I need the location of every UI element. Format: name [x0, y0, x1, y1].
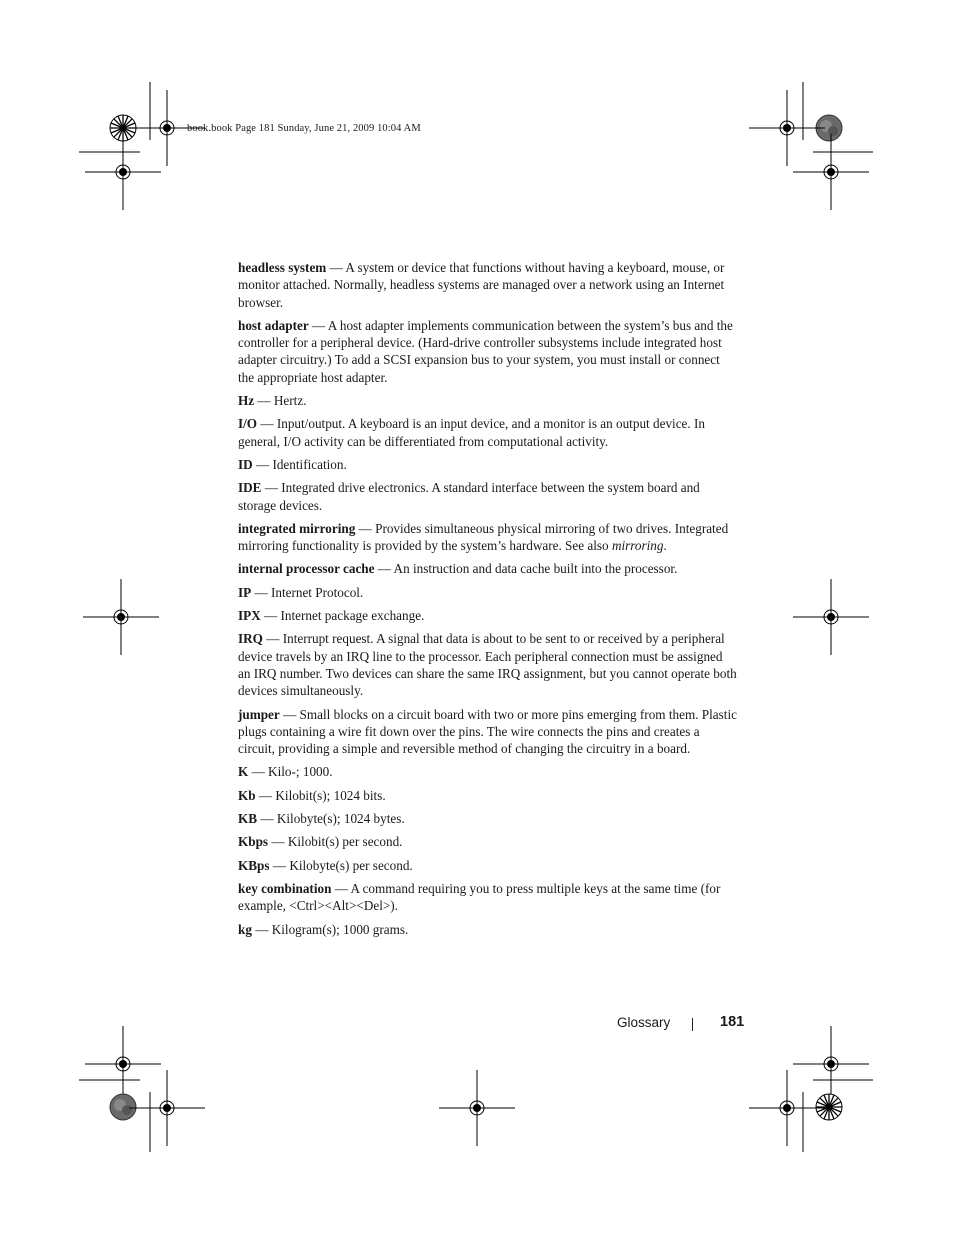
glossary-entry [238, 392, 738, 409]
footer-divider [692, 1018, 693, 1031]
glossary-entries [238, 259, 738, 944]
glossary-definition: — Internet package exchange. [260, 608, 425, 624]
glossary-term: KB [238, 811, 258, 827]
glossary-term: host adapter [238, 317, 309, 333]
glossary-definition: — A system or device that functions without having a keyboard, mouse, or monitor attached. Normally, headless systems are managed over a network using an Internet browser. [238, 260, 725, 310]
glossary-term: IRQ [238, 631, 263, 647]
glossary-entry [238, 479, 738, 514]
glossary-definition: — Hertz. [254, 393, 307, 409]
glossary-term: IPX [238, 608, 261, 624]
glossary-term: headless system [238, 260, 327, 275]
glossary-term: IDE [238, 480, 262, 496]
glossary-term: key combination [238, 880, 332, 896]
glossary-definition: — Kilobit(s); 1024 bits. [255, 787, 386, 803]
glossary-definition: — Integrated drive electronics. A standard interface between the system board and storage devices. [238, 480, 700, 513]
glossary-definition: — A command requiring you to press multiple keys at the same time (for example, <Ctrl><Alt><Del>). [238, 880, 721, 914]
glossary-term: integrated mirroring [238, 520, 356, 536]
glossary-entry [238, 317, 738, 386]
glossary-term: Kb [238, 787, 256, 803]
page-number: 181 [720, 1014, 745, 1030]
glossary-definition: — A host adapter implements communication between the system’s bus and the controller for a peripheral device. (Hard-drive controller subsystems include integrated host adapter circuitry.) To add a SCSI expansion bus to your system, you must install or connect the appropriate host adapter. [238, 317, 733, 385]
glossary-entry [238, 857, 738, 874]
glossary-definition: — Identification. [252, 456, 347, 472]
glossary-term: K [238, 764, 249, 780]
glossary-entry [238, 259, 738, 311]
glossary-term: Hz [238, 393, 255, 409]
glossary-definition: — An instruction and data cache built into the processor. [374, 561, 678, 577]
glossary-definition: — Input/output. A keyboard is an input device, and a monitor is an output device. In general, I/O activity can be differentiated from computational activity. [238, 416, 705, 449]
glossary-term: KBps [238, 857, 270, 873]
glossary-term: Kbps [238, 834, 269, 850]
glossary-entry [238, 415, 738, 450]
glossary-definition: — Kilobyte(s); 1024 bytes. [257, 811, 405, 827]
glossary-definition: — Interrupt request. A signal that data is about to be sent to or received by a peripheral device travels by an IRQ line to the processor. Each peripheral connection must be assigned an IRQ number. Two devices can share the same IRQ assignment, but you cannot operate both devices simultaneously. [238, 631, 737, 699]
glossary-term: I/O [238, 416, 258, 432]
glossary-entry [238, 833, 738, 850]
glossary-entry [238, 607, 738, 624]
glossary-entry [238, 921, 738, 938]
glossary-definition: — Small blocks on a circuit board with two or more pins emerging from them. Plastic plugs containing a wire fit down over the pins. The wire connects the pins and creates a circuit, providing a simple and reversible method of changing the circuitry in a board. [238, 706, 737, 757]
see-also-reference: mirroring [611, 538, 664, 554]
glossary-entry [238, 630, 738, 699]
footer-section-label: Glossary [617, 1015, 671, 1030]
glossary-term: jumper [238, 706, 280, 722]
glossary-definition: — Internet Protocol. [251, 584, 364, 600]
glossary-definition: — Kilobit(s) per second. [268, 834, 403, 850]
glossary-term: IP [238, 584, 252, 600]
glossary-definition: — Provides simultaneous physical mirroring of two drives. Integrated mirroring functionality is provided by the system’s hardware. See also [238, 520, 729, 554]
glossary-term: kg [238, 921, 252, 937]
glossary-term: ID [238, 456, 253, 472]
glossary-entry [238, 810, 738, 827]
glossary-entry [238, 763, 738, 780]
glossary-entry [238, 520, 738, 555]
glossary-entry [238, 706, 738, 758]
glossary-entry [238, 560, 738, 577]
glossary-definition: — Kilo-; 1000. [248, 764, 333, 780]
glossary-term: internal processor cache [238, 561, 375, 577]
print-slug: book.book Page 181 Sunday, June 21, 2009 10:04 AM [187, 123, 421, 134]
glossary-definition: — Kilogram(s); 1000 grams. [251, 921, 409, 937]
glossary-entry [238, 880, 738, 915]
glossary-entry [238, 787, 738, 804]
glossary-entry [238, 456, 738, 473]
definition-tail: . [663, 538, 667, 554]
glossary-entry [238, 584, 738, 601]
glossary-definition: — Kilobyte(s) per second. [269, 857, 413, 873]
